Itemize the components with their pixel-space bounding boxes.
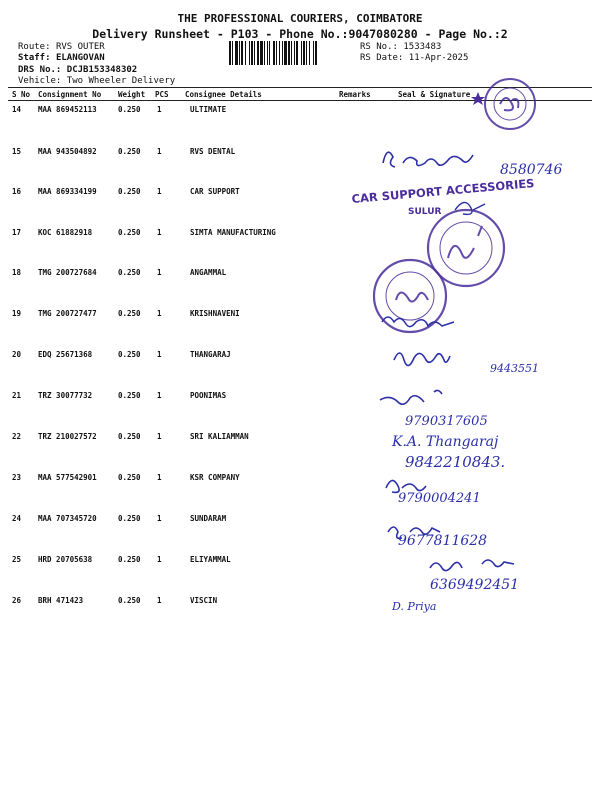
row-weight: 0.250: [118, 350, 141, 359]
row-sno: 14: [12, 105, 22, 114]
handwriting-row24-phone: 9677811628: [398, 533, 488, 549]
row-pcs: 1: [157, 391, 162, 400]
row-pcs: 1: [157, 105, 162, 114]
row-pcs: 1: [157, 187, 162, 196]
route-value: RVS OUTER: [55, 42, 105, 52]
header-remarks: Remarks: [339, 90, 371, 99]
row-consignment: KOC 61882918: [38, 228, 93, 237]
barcode-bar: [288, 41, 290, 65]
row-consignment: MAA 707345720: [38, 514, 97, 523]
row-consignment: MAA 869334199: [38, 187, 97, 196]
barcode-bar: [309, 41, 310, 65]
row-sno: 16: [12, 187, 22, 196]
star-mark: [471, 92, 485, 105]
barcode-bar: [315, 41, 317, 65]
rs-date-value: 11-Apr-2025: [408, 53, 469, 63]
staff-value: ELANGOVAN: [55, 53, 105, 63]
route-label: Route:: [18, 42, 51, 52]
row-sno: 19: [12, 309, 22, 318]
table-top-rule: [8, 87, 592, 88]
header-pcs: PCS: [155, 90, 169, 99]
rs-no-line: [360, 42, 441, 52]
row-pcs: 1: [157, 514, 162, 523]
row-consignee: ULTIMATE: [190, 105, 227, 114]
row-consignment: MAA 943504892: [38, 147, 97, 156]
row-pcs: 1: [157, 473, 162, 482]
row-pcs: 1: [157, 432, 162, 441]
route-line: [18, 42, 105, 52]
row-consignment: EDQ 25671368: [38, 350, 93, 359]
barcode-bar: [301, 41, 302, 65]
row-sno: 23: [12, 473, 22, 482]
stamp-car-support: CAR SUPPORT ACCESSORIES: [351, 176, 535, 206]
row-weight: 0.250: [118, 555, 141, 564]
barcode-bar: [257, 41, 259, 65]
drs-value: DCJB153348302: [66, 65, 138, 75]
row-consignee: ANGAMMAL: [190, 268, 227, 277]
row-consignee: THANGARAJ: [190, 350, 231, 359]
row-consignment: BRH 471423: [38, 596, 84, 605]
row-consignment: TRZ 210027572: [38, 432, 97, 441]
row-consignee: KSR COMPANY: [190, 473, 240, 482]
table-header-rule: [8, 100, 592, 101]
barcode-bar: [303, 41, 305, 65]
barcode-bar: [254, 41, 255, 65]
row-sno: 22: [12, 432, 22, 441]
handwriting-row21-phone: 9790317605: [405, 414, 488, 429]
table-row: [0, 432, 600, 472]
row-weight: 0.250: [118, 105, 141, 114]
row-pcs: 1: [157, 147, 162, 156]
row-weight: 0.250: [118, 268, 141, 277]
rs-date-label: RS Date:: [360, 53, 404, 63]
barcode-bar: [291, 41, 292, 65]
vehicle-value: Two Wheeler Delivery: [66, 76, 176, 86]
row-pcs: 1: [157, 555, 162, 564]
row-consignee: RVS DENTAL: [190, 147, 236, 156]
barcode-bar: [241, 41, 243, 65]
row-sno: 21: [12, 391, 22, 400]
row-consignee: SUNDARAM: [190, 514, 227, 523]
barcode-bar: [273, 41, 275, 65]
row-pcs: 1: [157, 350, 162, 359]
row-sno: 24: [12, 514, 22, 523]
stamp-car-support-place: SULUR: [408, 207, 442, 217]
barcode-bar: [276, 41, 277, 65]
table-row: [0, 514, 600, 554]
barcode-bar: [313, 41, 314, 65]
barcode-bar: [282, 41, 283, 65]
barcode-bar: [239, 41, 240, 65]
barcode-bar: [245, 41, 246, 65]
barcode-bar: [249, 41, 250, 65]
barcode-bar: [267, 41, 268, 65]
row-consignment: TMG 200727477: [38, 309, 97, 318]
barcode-bar: [260, 41, 263, 65]
row-consignee: KRISHNAVENI: [190, 309, 240, 318]
handwriting-row22-phone: 9842210843.: [405, 453, 506, 471]
table-row: [0, 350, 600, 390]
barcode-bar: [306, 41, 307, 65]
header-seal: Seal & Signature: [398, 90, 471, 99]
barcode-bar: [279, 41, 280, 65]
table-row: [0, 391, 600, 431]
barcode-bar: [284, 41, 287, 65]
barcode-bar: [296, 41, 298, 65]
row-consignee: SIMTA MANUFACTURING: [190, 228, 276, 237]
row-sno: 26: [12, 596, 22, 605]
row-weight: 0.250: [118, 432, 141, 441]
handwriting-row23-phone: 9790004241: [398, 491, 481, 506]
row-weight: 0.250: [118, 309, 141, 318]
barcode-bar: [232, 41, 233, 65]
row-weight: 0.250: [118, 596, 141, 605]
table-row: [0, 147, 600, 187]
staff-line: [18, 53, 105, 63]
row-consignee: CAR SUPPORT: [190, 187, 240, 196]
staff-label: Staff:: [18, 53, 51, 63]
table-row: [0, 555, 600, 595]
row-pcs: 1: [157, 596, 162, 605]
row-consignment: MAA 869452113: [38, 105, 97, 114]
header-weight: Weight: [118, 90, 146, 99]
row-pcs: 1: [157, 309, 162, 318]
row-pcs: 1: [157, 228, 162, 237]
handwriting-row25-phone: 6369492451: [430, 577, 520, 593]
row-consignee: ELIYAMMAL: [190, 555, 231, 564]
header-sno: S No: [12, 90, 31, 99]
table-row: [0, 268, 600, 308]
header-consignee: Consignee Details: [185, 90, 262, 99]
handwriting-row16-phone: 8580746: [500, 162, 563, 178]
row-sno: 17: [12, 228, 22, 237]
barcode-bar: [251, 41, 253, 65]
handwriting-row20-phone: 9443551: [490, 362, 539, 375]
rs-date-line: [360, 53, 468, 63]
row-consignment: TMG 200727684: [38, 268, 97, 277]
row-weight: 0.250: [118, 187, 141, 196]
drs-line: [18, 65, 137, 75]
row-weight: 0.250: [118, 514, 141, 523]
row-weight: 0.250: [118, 473, 141, 482]
row-weight: 0.250: [118, 391, 141, 400]
row-sno: 20: [12, 350, 22, 359]
handwriting-row22-name: K.A. Thangaraj: [392, 434, 499, 450]
row-consignee: POONIMAS: [190, 391, 227, 400]
row-consignment: TRZ 30077732: [38, 391, 93, 400]
table-row: [0, 187, 600, 227]
document-subtitle: Delivery Runsheet - P103 - Phone No.:9047080280 - Page No.:2: [92, 27, 508, 41]
rs-no-label: RS No.:: [360, 42, 398, 52]
vehicle-label: Vehicle:: [18, 76, 62, 86]
row-consignment: HRD 20705638: [38, 555, 93, 564]
barcode-bar: [235, 41, 238, 65]
handwriting-row26: D. Priya: [392, 600, 437, 613]
barcode-bar: [264, 41, 265, 65]
barcode-image: [229, 41, 353, 65]
table-row: [0, 228, 600, 268]
barcode-bar: [294, 41, 295, 65]
row-sno: 18: [12, 268, 22, 277]
table-row: [0, 473, 600, 513]
row-pcs: 1: [157, 268, 162, 277]
vehicle-line: [18, 76, 175, 86]
row-consignee: SRI KALIAMMAN: [190, 432, 249, 441]
table-row: [0, 309, 600, 349]
drs-label: DRS No.:: [18, 65, 62, 75]
table-row: [0, 596, 600, 636]
barcode-bar: [269, 41, 270, 65]
row-sno: 15: [12, 147, 22, 156]
table-row: [0, 105, 600, 145]
row-consignee: VISCIN: [190, 596, 218, 605]
row-weight: 0.250: [118, 228, 141, 237]
row-consignment: MAA 577542901: [38, 473, 97, 482]
row-weight: 0.250: [118, 147, 141, 156]
barcode-bar: [229, 41, 231, 65]
document-title: THE PROFESSIONAL COURIERS, COIMBATORE: [177, 12, 423, 25]
header-consignment: Consignment No: [38, 90, 102, 99]
row-sno: 25: [12, 555, 22, 564]
rs-no-value: 1533483: [403, 42, 442, 52]
